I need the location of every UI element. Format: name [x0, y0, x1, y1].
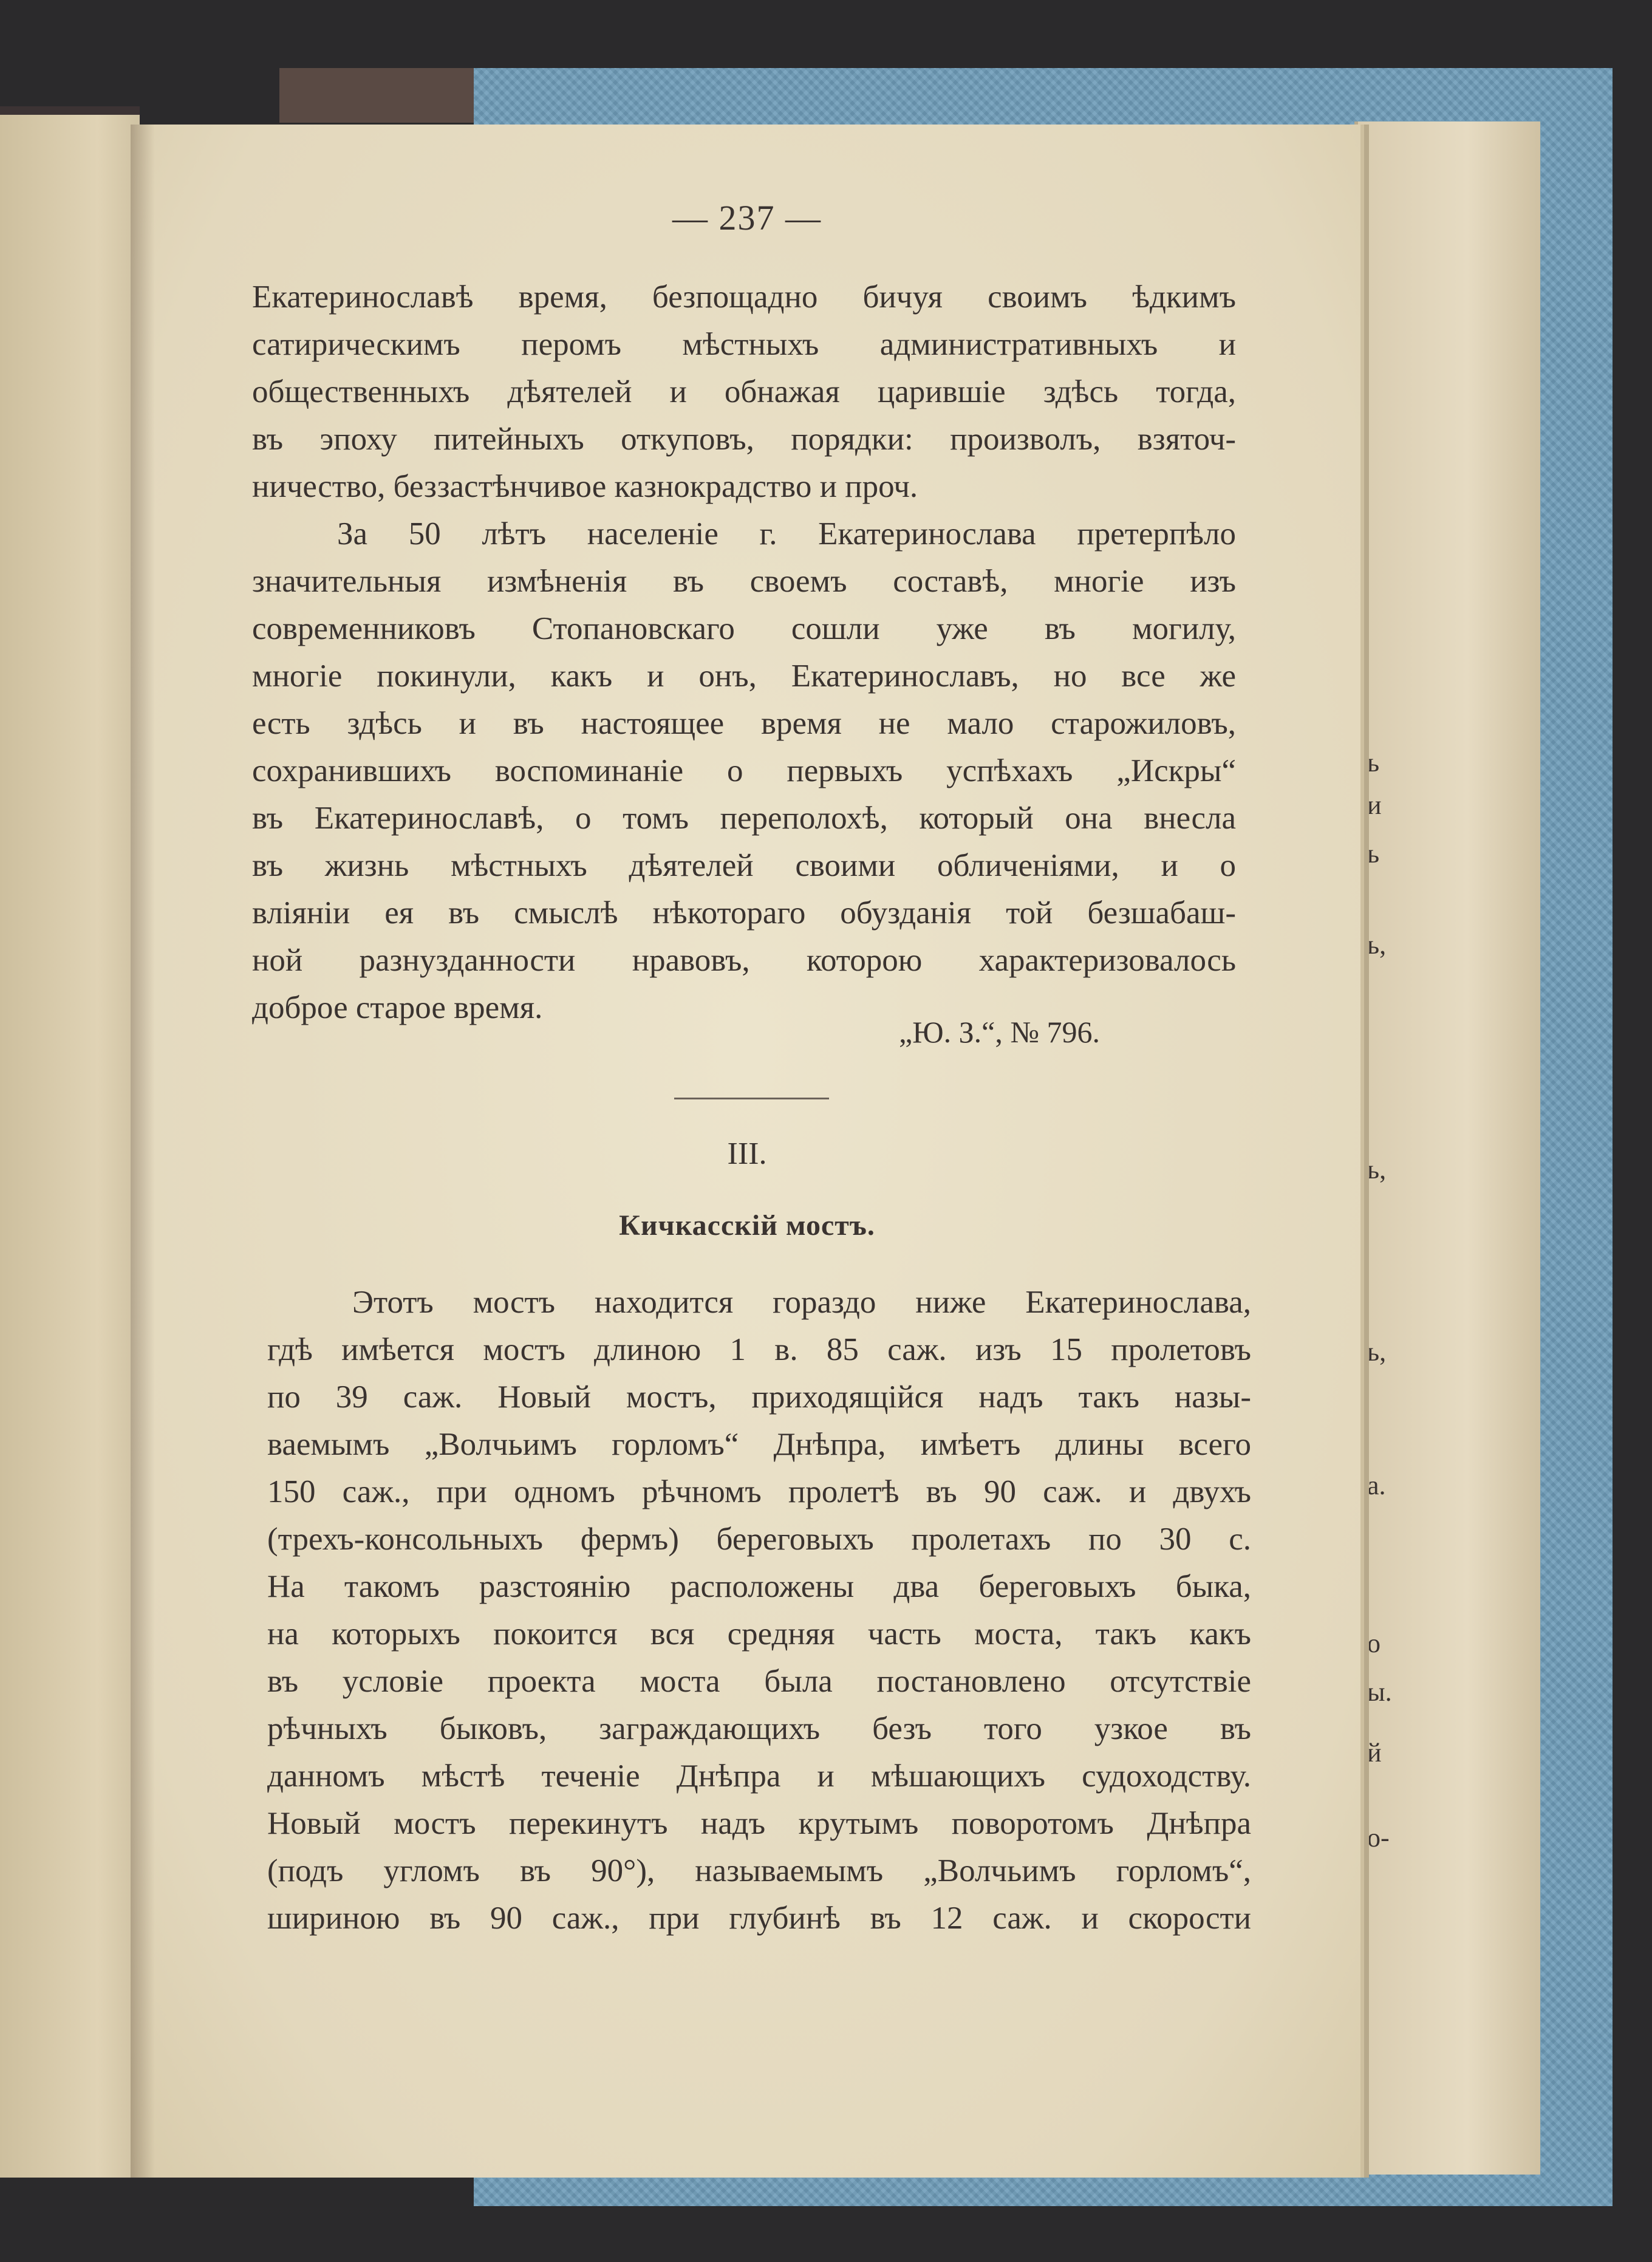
- text-line: въ эпоху питейныхъ откуповъ, порядки: произволъ, взяточ-: [252, 422, 1236, 457]
- text-line: шириною въ 90 саж., при глубинѣ въ 12 саж. и скорости: [267, 1901, 1251, 1936]
- text-line: Этотъ мостъ находится гораздо ниже Екатеринослава,: [352, 1285, 1251, 1320]
- text-line: Екатеринославѣ время, безпощадно бичуя своимъ ѣдкимъ: [252, 279, 1236, 315]
- margin-fragment: ь,: [1367, 930, 1387, 960]
- margin-fragment: ь: [1367, 748, 1380, 777]
- text-line: гдѣ имѣется мостъ длиною 1 в. 85 саж. изъ 15 пролетовъ: [267, 1332, 1251, 1367]
- text-line: ваемымъ „Волчьимъ горломъ“ Днѣпра, имѣетъ длины всего: [267, 1427, 1251, 1462]
- section-title: Кичкасскій мостъ.: [619, 1209, 875, 1242]
- page-number: — 237 —: [672, 198, 822, 237]
- text-line: есть здѣсь и въ настоящее время не мало старожиловъ,: [252, 706, 1236, 741]
- text-line: современниковъ Стопановскаго сошли уже въ могилу,: [252, 611, 1236, 646]
- book-cover-spine: [279, 68, 474, 123]
- margin-fragment: ы.: [1367, 1677, 1392, 1707]
- text-line: по 39 саж. Новый мостъ, приходящійся надъ такъ назы-: [267, 1379, 1251, 1415]
- text-line: доброе старое время.: [252, 990, 543, 1025]
- text-line: значительныя измѣненія въ своемъ составѣ, многіе изъ: [252, 564, 1236, 599]
- margin-fragment: а.: [1367, 1471, 1386, 1500]
- text-line: данномъ мѣстѣ теченіе Днѣпра и мѣшающихъ судоходству.: [267, 1758, 1251, 1794]
- text-line: ничество, беззастѣнчивое казнокрадство и проч.: [252, 469, 918, 504]
- text-line: въ Екатеринославѣ, о томъ переполохѣ, который она внесла: [252, 801, 1236, 836]
- margin-fragment: ь,: [1367, 1155, 1387, 1184]
- text-line: На такомъ разстоянію расположены два береговыхъ быка,: [267, 1569, 1251, 1604]
- section-separator: [674, 1098, 829, 1099]
- text-line: Новый мостъ перекинутъ надъ крутымъ поворотомъ Днѣпра: [267, 1806, 1251, 1841]
- text-line: многіе покинули, какъ и онъ, Екатеринославъ, но все же: [252, 658, 1236, 694]
- paragraph-2: [252, 510, 1236, 1031]
- text-line: въ условіе проекта моста была постановлено отсутствіе: [267, 1664, 1251, 1699]
- margin-fragment: о-: [1367, 1823, 1390, 1853]
- text-line: (трехъ-консольныхъ фермъ) береговыхъ пролетахъ по 30 с.: [267, 1522, 1251, 1557]
- margin-fragment: ь,: [1367, 1337, 1387, 1367]
- paragraph-1: [252, 273, 1236, 510]
- text-line: рѣчныхъ быковъ, заграждающихъ безъ того узкое въ: [267, 1711, 1251, 1746]
- text-line: вліяніи ея въ смыслѣ нѣкотораго обузданія той безшабаш-: [252, 895, 1236, 931]
- source-citation: „Ю. З.“, № 796.: [899, 1015, 1101, 1049]
- margin-fragment: и: [1367, 790, 1382, 820]
- text-line: сатирическимъ перомъ мѣстныхъ административныхъ и: [252, 327, 1236, 362]
- margin-fragment: й: [1367, 1738, 1382, 1768]
- text-line: ной разнузданности нравовъ, которою характеризовалось: [252, 943, 1236, 978]
- text-line: 150 саж., при одномъ рѣчномъ пролетѣ въ 90 саж. и двухъ: [267, 1474, 1251, 1509]
- margin-fragment: о: [1367, 1628, 1381, 1658]
- text-line: (подъ угломъ въ 90°), называемымъ „Волчьимъ горломъ“,: [267, 1853, 1251, 1888]
- text-line: въ жизнь мѣстныхъ дѣятелей своими обличеніями, и о: [252, 848, 1236, 883]
- text-line: на которыхъ покоится вся средняя часть моста, такъ какъ: [267, 1616, 1251, 1652]
- text-line: общественныхъ дѣятелей и обнажая царившіе здѣсь тогда,: [252, 374, 1236, 409]
- section-number: III.: [727, 1136, 767, 1171]
- paragraph-3: [267, 1279, 1251, 1942]
- left-page-edge: [0, 106, 140, 115]
- text-line: За 50 лѣтъ населеніе г. Екатеринослава претерпѣло: [337, 516, 1236, 552]
- text-line: сохранившихъ воспоминаніе о первыхъ успѣхахъ „Искры“: [252, 753, 1236, 788]
- margin-fragment: ь: [1367, 839, 1380, 869]
